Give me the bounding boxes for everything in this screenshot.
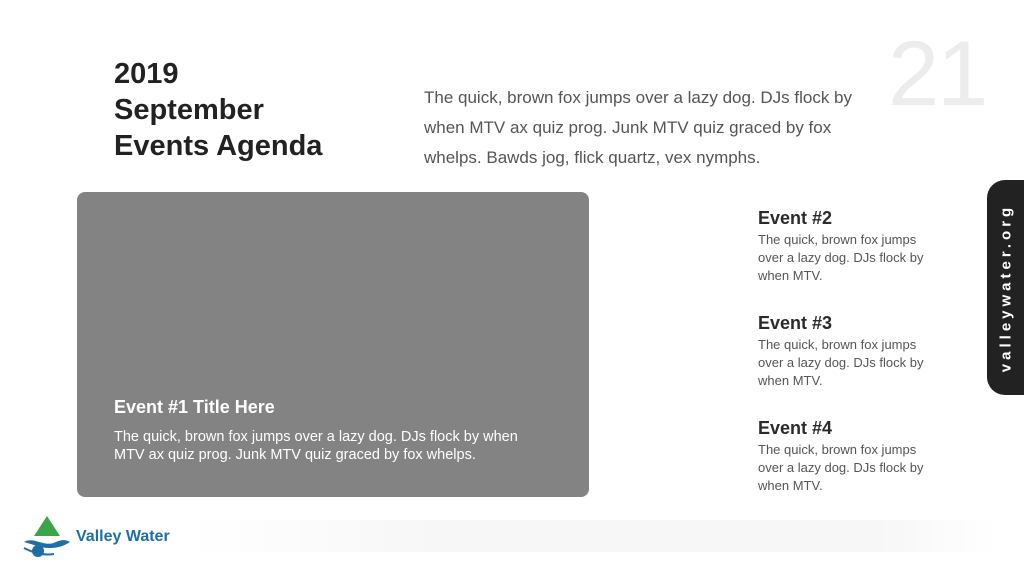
featured-event-title: Event #1 Title Here xyxy=(114,397,275,417)
event-description: The quick, brown fox jumps over a lazy dog. DJs flock by when MTV. xyxy=(758,442,924,493)
page-title xyxy=(114,56,394,164)
title-line-year: 2019 xyxy=(114,58,179,90)
event-item-2 xyxy=(758,207,938,285)
logo-text: Valley Water xyxy=(76,528,170,545)
featured-event-card xyxy=(77,192,589,497)
event-description: The quick, brown fox jumps over a lazy dog. DJs flock by when MTV. xyxy=(758,232,924,283)
side-tab[interactable] xyxy=(987,180,1024,395)
event-description: The quick, brown fox jumps over a lazy dog. DJs flock by when MTV. xyxy=(758,337,924,388)
title-line-subject: Events Agenda xyxy=(114,130,323,162)
intro-paragraph: The quick, brown fox jumps over a lazy dog. DJs flock by when MTV ax quiz prog. Junk MTV quiz graced by fox whelps. Bawds jog, flick quartz, vex nymphs. xyxy=(424,88,853,167)
logo xyxy=(22,514,170,560)
event-title: Event #2 xyxy=(758,208,833,228)
footer-band xyxy=(190,520,1000,552)
event-title: Event #3 xyxy=(758,313,833,333)
event-title: Event #4 xyxy=(758,418,833,438)
valley-water-logo-icon xyxy=(22,514,72,560)
title-line-month: September xyxy=(114,94,264,126)
featured-event-description: The quick, brown fox jumps over a lazy dog. DJs flock by when MTV ax quiz prog. Junk MTV quiz graced by fox whelps. xyxy=(114,429,518,463)
event-item-4 xyxy=(758,417,938,495)
page-number: 21 xyxy=(888,23,987,125)
side-tab-url: valleywater.org xyxy=(997,203,1014,372)
event-item-3 xyxy=(758,312,938,390)
